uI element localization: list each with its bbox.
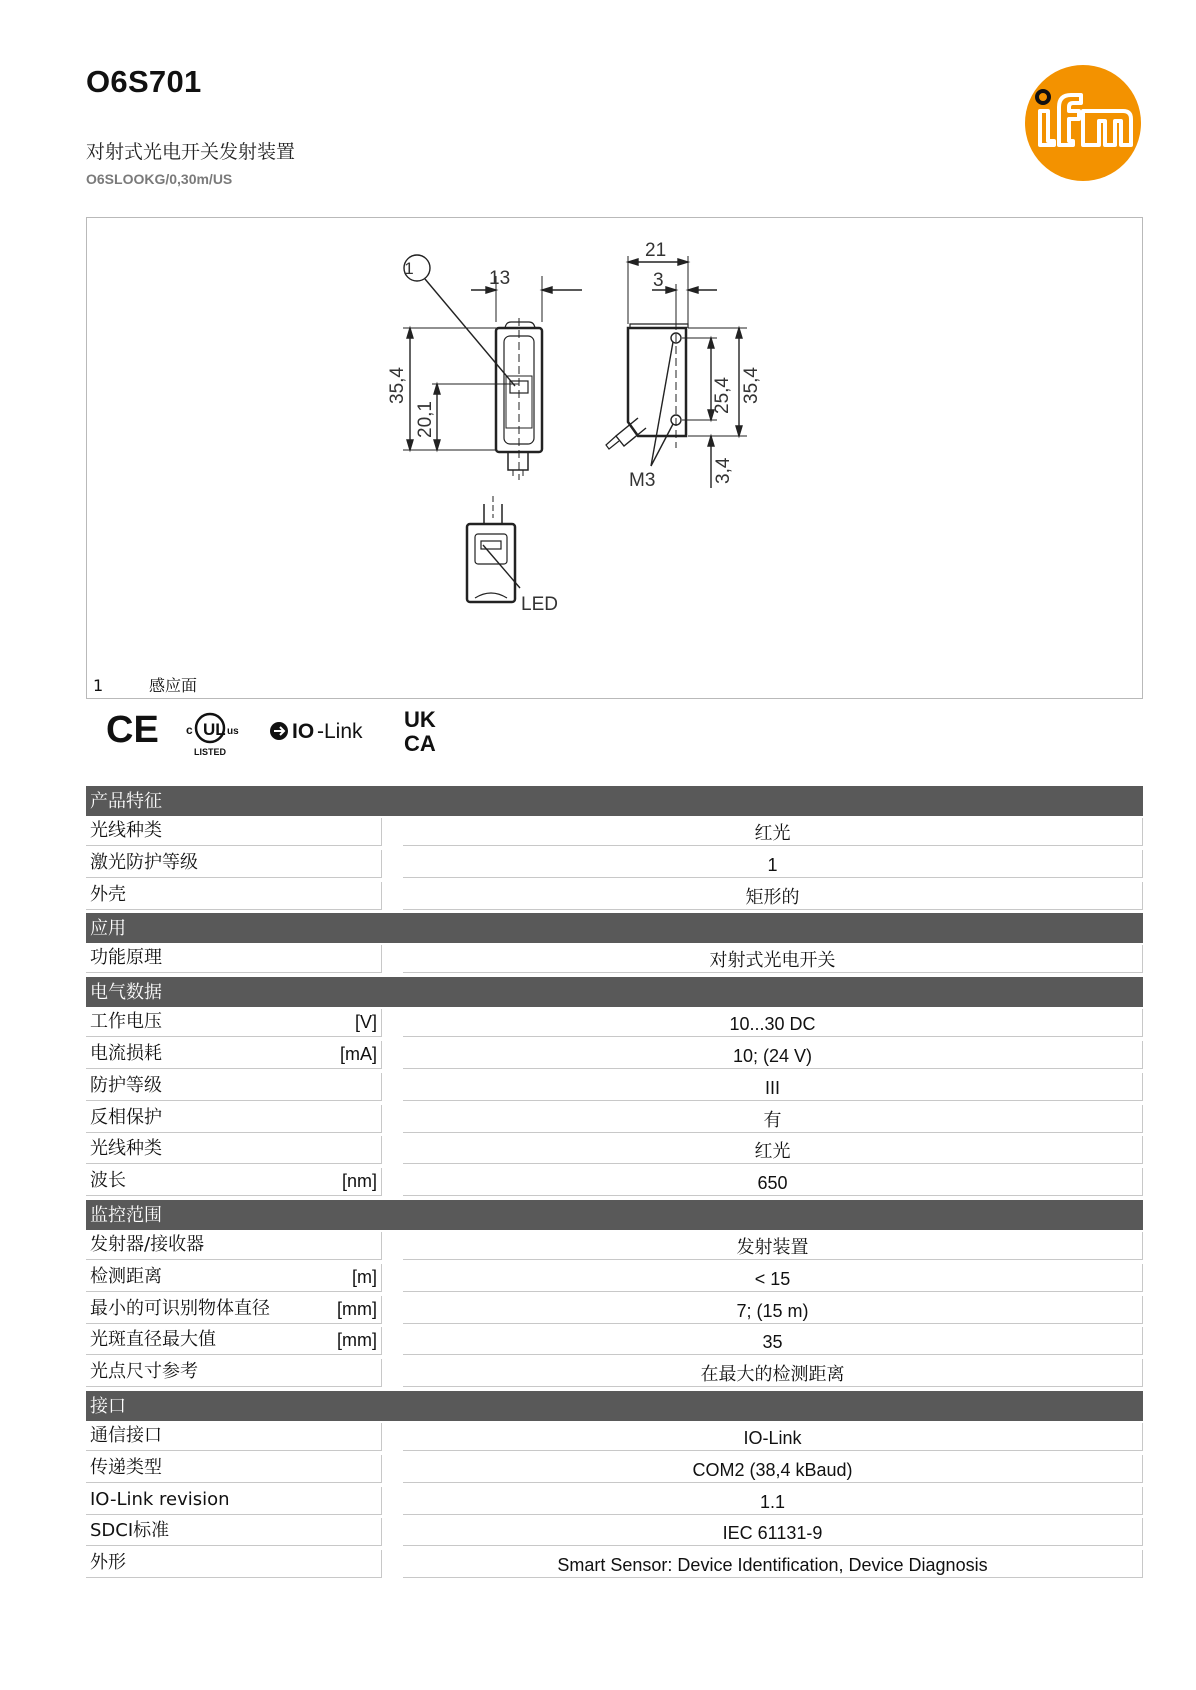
dim-35-4-right: 35,4 [741, 367, 762, 404]
ce-mark [106, 709, 159, 751]
certification-marks [106, 700, 466, 760]
product-subtitle: 对射式光电开关发射装置 [86, 141, 296, 163]
dim-21: 21 [645, 240, 667, 261]
row-label [86, 1327, 382, 1355]
row-value: IO-Link [403, 1423, 1143, 1451]
row-label [86, 1041, 382, 1069]
row-value: 650 [403, 1168, 1143, 1196]
row-label-text: 激光防护等级 [90, 851, 198, 873]
row-value: III [403, 1073, 1143, 1101]
row-unit: [mm] [337, 1298, 377, 1319]
row-unit: [V] [354, 1012, 377, 1033]
row-value: 发射装置 [403, 1232, 1143, 1260]
table-row [86, 1325, 1143, 1357]
spec-table [86, 784, 1143, 1580]
table-row [86, 1262, 1143, 1294]
row-label [86, 1296, 382, 1324]
section-header: 接口 [86, 1391, 1143, 1421]
row-label-text: 光点尺寸参考 [90, 1361, 198, 1383]
dim-25-4: 25,4 [712, 377, 733, 414]
table-row [86, 1007, 1143, 1039]
row-label-text: 光线种类 [90, 1138, 162, 1160]
row-label-text: 外壳 [90, 883, 126, 905]
row-label [86, 1105, 382, 1133]
table-row [86, 1134, 1143, 1166]
row-label [86, 1487, 382, 1515]
table-row [86, 1294, 1143, 1326]
row-label [86, 1359, 382, 1387]
table-row [86, 1485, 1143, 1517]
table-row [86, 1357, 1143, 1389]
row-label [86, 1009, 382, 1037]
row-label-text: 波长 [90, 1170, 126, 1192]
table-row [86, 943, 1143, 975]
row-label [86, 1455, 382, 1483]
section-header: 应用 [86, 913, 1143, 943]
row-label [86, 1264, 382, 1292]
table-row [86, 1516, 1143, 1548]
legend-number: 1 [93, 676, 104, 695]
row-value: 红光 [403, 818, 1143, 846]
row-label [86, 1168, 382, 1196]
dim-13: 13 [489, 268, 511, 289]
row-value: < 15 [403, 1264, 1143, 1292]
dim-35-4-left: 35,4 [387, 367, 408, 404]
svg-text:c: c [186, 723, 193, 737]
row-label [86, 1073, 382, 1101]
row-label-text: 外形 [90, 1552, 126, 1574]
section-header: 产品特征 [86, 786, 1143, 816]
row-value: 1 [403, 850, 1143, 878]
table-row [86, 1166, 1143, 1198]
row-value: Smart Sensor: Device Identification, Device Diagnosis [403, 1550, 1143, 1578]
label-m3: M3 [629, 470, 656, 491]
legend-text: 感应面 [149, 676, 198, 695]
row-value: 7; (15 m) [403, 1296, 1143, 1324]
ifm-logo [1023, 63, 1143, 183]
row-label-text: SDCI标准 [90, 1520, 170, 1542]
row-value: 对射式光电开关 [403, 945, 1143, 973]
table-row [86, 1230, 1143, 1262]
row-label-text: 防护等级 [90, 1074, 162, 1096]
row-value: COM2 (38,4 kBaud) [403, 1455, 1143, 1483]
product-title: O6S701 [86, 64, 202, 99]
row-value: 矩形的 [403, 882, 1143, 910]
svg-text:CE: CE [106, 709, 159, 751]
table-row [86, 1548, 1143, 1580]
row-label-text: 功能原理 [90, 947, 162, 969]
row-label-text: IO-Link revision [90, 1488, 230, 1510]
table-row [86, 1453, 1143, 1485]
row-label-text: 光线种类 [90, 820, 162, 841]
row-value: 10...30 DC [403, 1009, 1143, 1037]
row-label [86, 882, 382, 910]
row-value: 10; (24 V) [403, 1041, 1143, 1069]
row-label-text: 检测距离 [90, 1265, 162, 1287]
label-led: LED [521, 594, 558, 615]
ukca-mark [404, 707, 436, 756]
row-label [86, 1550, 382, 1578]
row-label-text: 发射器/接收器 [90, 1233, 205, 1255]
row-label-text: 通信接口 [90, 1424, 162, 1446]
svg-text:LISTED: LISTED [194, 747, 227, 757]
row-label-text: 反相保护 [90, 1106, 162, 1128]
row-unit: [nm] [341, 1171, 377, 1192]
svg-text:CA: CA [404, 731, 436, 756]
row-value: 在最大的检测距离 [403, 1359, 1143, 1387]
table-row [86, 1103, 1143, 1135]
section-header: 电气数据 [86, 977, 1143, 1007]
dim-3-4: 3,4 [713, 457, 734, 484]
section-header: 监控范围 [86, 1200, 1143, 1230]
ul-listed-mark [186, 714, 239, 757]
row-label [86, 1232, 382, 1260]
row-value: 35 [403, 1327, 1143, 1355]
table-row [86, 1039, 1143, 1071]
svg-text:IO: IO [292, 720, 315, 743]
row-value: 1.1 [403, 1487, 1143, 1515]
row-label [86, 850, 382, 878]
svg-text:UK: UK [404, 707, 436, 732]
table-row [86, 1421, 1143, 1453]
io-link-mark [270, 720, 363, 743]
row-label-text: 电流损耗 [90, 1042, 162, 1064]
callout-1: 1 [404, 259, 414, 278]
row-label-text: 工作电压 [90, 1011, 162, 1033]
row-label-text: 传递类型 [90, 1456, 162, 1478]
row-unit: [mA] [339, 1043, 377, 1064]
product-code: O6SLOOKG/0,30m/US [86, 171, 233, 187]
row-unit: [mm] [337, 1330, 377, 1351]
row-unit: [m] [352, 1266, 377, 1287]
row-label [86, 1423, 382, 1451]
row-label-text: 最小的可识别物体直径 [90, 1297, 270, 1319]
row-label [86, 818, 382, 846]
row-label [86, 945, 382, 973]
row-value: 红光 [403, 1136, 1143, 1164]
svg-text:-Link: -Link [317, 720, 363, 743]
drawing-legend [93, 673, 197, 696]
table-row [86, 1071, 1143, 1103]
table-row [86, 880, 1143, 912]
row-label [86, 1136, 382, 1164]
row-label [86, 1518, 382, 1546]
dim-20-1: 20,1 [415, 401, 436, 438]
row-value: IEC 61131-9 [403, 1518, 1143, 1546]
table-row [86, 816, 1143, 848]
dimension-drawing [86, 217, 1143, 699]
row-value: 有 [403, 1105, 1143, 1133]
dim-3: 3 [653, 270, 664, 291]
svg-text:us: us [227, 726, 239, 737]
table-row [86, 848, 1143, 880]
svg-text:UL: UL [203, 720, 226, 739]
row-label-text: 光斑直径最大值 [90, 1329, 216, 1351]
